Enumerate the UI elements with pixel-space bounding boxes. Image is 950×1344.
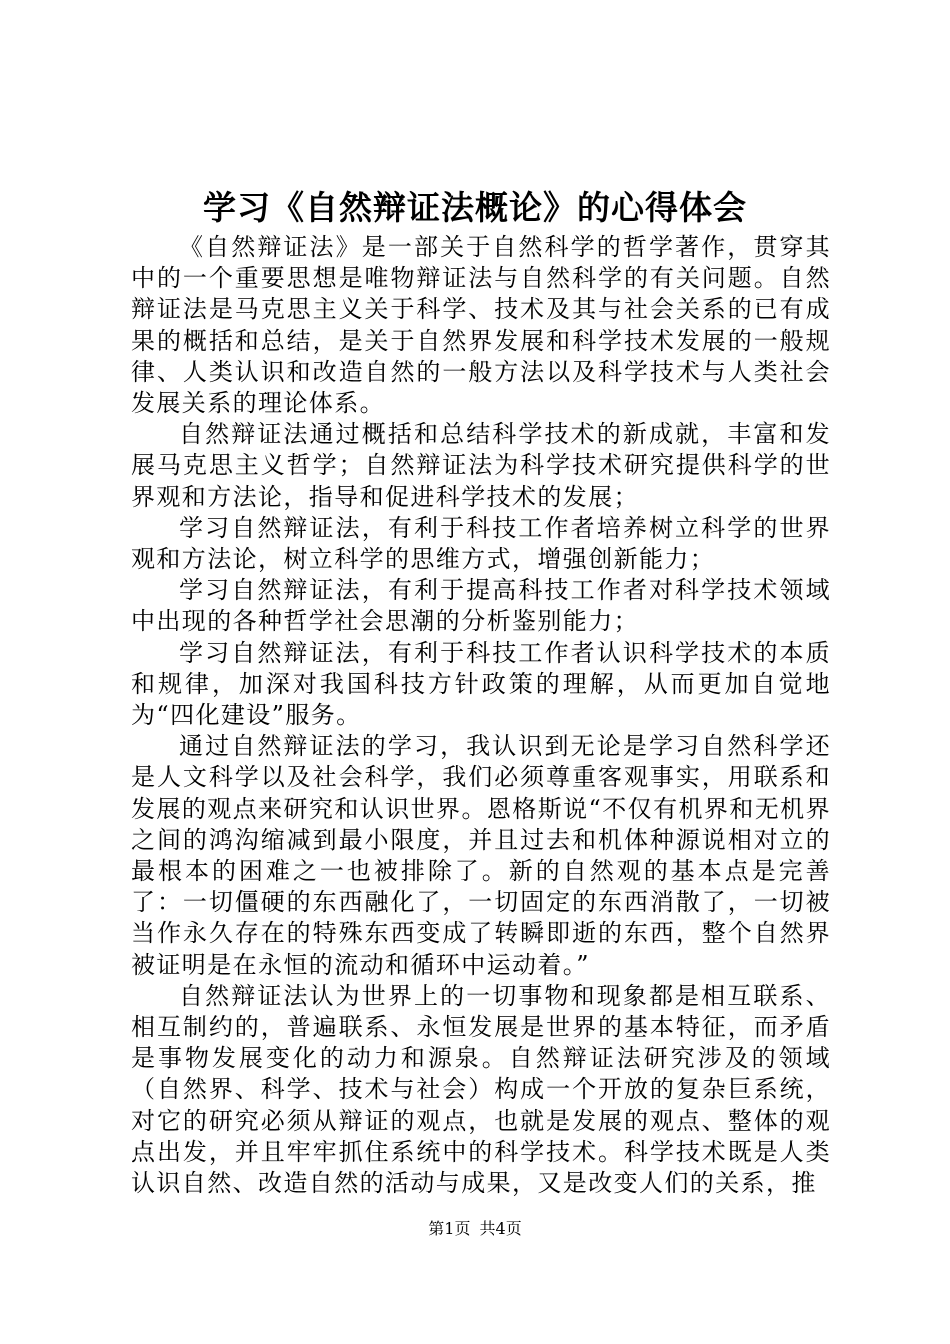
paragraph-2: 自然辩证法通过概括和总结科学技术的新成就，丰富和发展马克思主义哲学；自然辩证法为科学技术研究提供科学的世界观和方法论，指导和促进科学技术的发展；	[131, 420, 831, 511]
page-footer	[0, 1218, 950, 1240]
paragraph-7: 自然辩证法认为世界上的一切事物和现象都是相互联系、相互制约的，普遍联系、永恒发展是世界的基本特征，而矛盾是事物发展变化的动力和源泉。自然辩证法研究涉及的领域（自然界、科学、技术与社会）构成一个开放的复杂巨系统，对它的研究必须从辩证的观点，也就是发展的观点、整体的观点出发，并且牢牢抓住系统中的科学技术。科学技术既是人类认识自然、改造自然的活动与成果，又是改变人们的关系，推	[131, 981, 831, 1198]
paragraph-6: 通过自然辩证法的学习，我认识到无论是学习自然科学还是人文科学以及社会科学，我们必须尊重客观事实，用联系和发展的观点来研究和认识世界。恩格斯说“不仅有机界和无机界之间的鸿沟缩减到最小限度，并且过去和机体种源说相对立的最根本的困难之一也被排除了。新的自然观的基本点是完善了：一切僵硬的东西融化了，一切固定的东西消散了，一切被当作永久存在的特殊东西变成了转瞬即逝的东西，整个自然界被证明是在永恒的流动和循环中运动着。”	[131, 732, 831, 979]
paragraph-1: 《自然辩证法》是一部关于自然科学的哲学著作，贯穿其中的一个重要思想是唯物辩证法与自然科学的有关问题。自然辩证法是马克思主义关于科学、技术及其与社会关系的已有成果的概括和总结，是关于自然界发展和科学技术发展的一般规律、人类认识和改造自然的一般方法以及科学技术与人类社会发展关系的理论体系。	[131, 233, 831, 418]
paragraph-3: 学习自然辩证法，有利于科技工作者培养树立科学的世界观和方法论，树立科学的思维方式，增强创新能力；	[131, 513, 831, 574]
document-body	[131, 232, 831, 1199]
paragraph-5: 学习自然辩证法，有利于科技工作者认识科学技术的本质和规律，加深对我国科技方针政策的理解，从而更加自觉地为“四化建设”服务。	[131, 638, 831, 730]
paragraph-4: 学习自然辩证法，有利于提高科技工作者对科学技术领域中出现的各种哲学社会思潮的分析鉴别能力；	[131, 576, 831, 636]
document-title: 学习《自然辩证法概论》的心得体会	[203, 188, 747, 227]
page-number: 第1页	[428, 1219, 471, 1238]
page-total: 共4页	[479, 1219, 522, 1238]
